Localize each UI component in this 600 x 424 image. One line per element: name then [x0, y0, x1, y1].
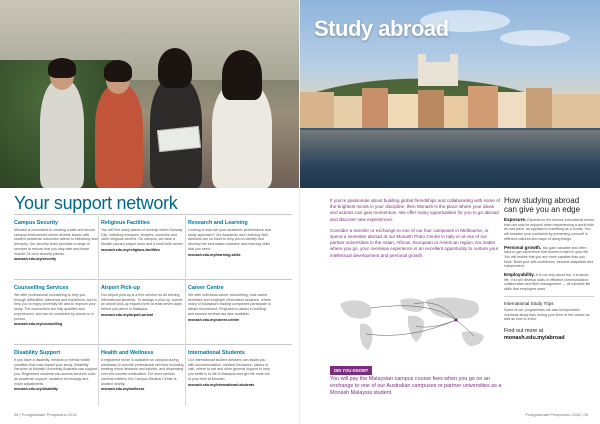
find-out-more [504, 328, 594, 341]
find-link[interactable]: monash.edu.my/abroad [504, 334, 565, 341]
cell-body: Our airport pick-up is a free service for all arriving international students. To arrange a pick-up, submit an airport pick-up request form at least seven days before you arrive in Malaysia. [101, 293, 183, 312]
sidebar-subheading: International Study Trips [504, 296, 594, 306]
cell-body: If you have a disability, medical or mental health condition that may impact your study, Disability Services at Monash University Australia can support you. Registered students can access services such as academic support, assistive technology and exam adjustments. [14, 358, 97, 386]
cell-body: Monash is committed to creating a safe and secure campus environment where diverse issues with student academic outcomes attend to effectively and promptly. Our security team provides a range of services to ensure that you stay safe and these include 24-hour security patrols. [14, 228, 98, 256]
cell-body: Looking to improve your academic performance and study approach? Our Academic and Learning Skill Advisors are on hand to help you to identify and develop the information research and learning skills that you need. [188, 228, 271, 251]
sidebar-item-head: Personal growth. [504, 244, 542, 250]
grid-cell-international [188, 350, 272, 387]
cell-body: A registered nurse is available on campus during weekdays to provide professional services including treating minor illnesses and injuries, and dispensing over-the-counter medication. For more serious medical matters, the Campus Medical Centre is located nearby. [101, 358, 184, 386]
cell-body: Our international student advisers can assist you with accommodation, medical insurance, places to visit, where to eat and other general support to help you settle in to life in Malaysia and get the most out of your time at Monash. [188, 358, 270, 381]
find-label: Find out more at [504, 327, 544, 334]
section-title: Study abroad [314, 16, 449, 41]
grid-cell-disability [14, 350, 98, 391]
sidebar-item-body: You gain valuable and often hard-to-get experience that leaves a mark in your life. You will realise that you are more capable than you think. Build your self-confidence, become adaptable and independent. [504, 245, 594, 269]
intro-paragraph: Consider a transfer or exchange to one of our four campuses in Melbourne, or spend a semester abroad at our Monash Prato Centre in Italy or at one of our partner universities in the Asian, African, European or American region. No matter where you go, your overseas experience is an excellent opportunity to nurture your intellectual development and personal growth. [330, 227, 499, 258]
cell-title: Research and Learning [188, 220, 248, 226]
cell-title: Counselling Services [14, 285, 69, 291]
cell-link[interactable]: monash.edu.my/international-students [188, 382, 255, 387]
grid-cell-airport [101, 285, 185, 317]
cell-link[interactable]: monash.edu.my/religious-facilities [101, 247, 160, 252]
grid-cell-career [188, 285, 272, 322]
cell-link[interactable]: monash.edu.my/career-centre [188, 317, 240, 322]
cell-body: We offer individual career counselling, host career seminars and employer information sessions, where many of Malaysia's leading companies participate to attract recruitment. Programs to assist in building and resume reviews are also available. [188, 293, 271, 316]
grid-cell-research [188, 220, 272, 257]
page-footer-left: 08 | Postgraduate Prospectus 2016 [14, 412, 77, 417]
intro-paragraph: If you're passionate about building global friendships and collaborating with some of the brightest minds in your discipline, then Monash is the place where your ideas and actions can gain momentum. We offer many opportunities for you to go abroad and discover new experiences. [330, 198, 500, 222]
grid-cell-counselling [14, 285, 98, 326]
sidebar-item-head: Exposure. [504, 217, 527, 222]
cell-link[interactable]: monash.edu.my/learning-skills [188, 252, 241, 257]
cell-link[interactable]: monash.edu.my/security [14, 257, 57, 262]
cell-title: Disability Support [14, 350, 61, 356]
sidebar-item-head: Employability. [504, 272, 535, 278]
page-heading: Your support network [14, 193, 178, 213]
cell-title: Religious Facilities [101, 220, 150, 226]
sidebar-item-body: It is not only about fun, it is about life. You will develop skills in effective communication, collaboration and time management — all valuable life skills that employers want. [504, 273, 591, 292]
cell-title: Career Centre [188, 285, 224, 291]
cell-title: Campus Security [14, 220, 59, 226]
sidebar-item-body: Experience the diverse educational sector that can only be enjoyed when experiencing a world with its own pace, as opposed to travelling as a tourist. You will broaden your worldview by immersing yourself in different cultures and ways of doing things. [504, 218, 594, 241]
cell-link[interactable]: monash.edu.my/counselling [14, 322, 63, 327]
cell-link[interactable]: monash.edu.my/wellness [101, 387, 145, 392]
cell-title: Health and Wellness [101, 350, 154, 356]
page-footer-right: Postgraduate Prospectus 2016 | 09 [525, 412, 588, 417]
cell-body: We offer professional counselling to help you through difficulties, dilemmas and transitions, and to help you to enjoy university life and to improve your study. The counsellors are fully qualified and experienced, and can be contacted by phone or in person. [14, 293, 97, 321]
cell-title: Airport Pick-up [101, 285, 140, 291]
students-photo [0, 0, 300, 188]
grid-cell-health [101, 350, 185, 391]
did-you-know-text: You will pay the Malaysian campus course fees when you go on an exchange to one of our Australian campuses or partner universities as a Monash Malaysia student. [330, 376, 502, 396]
cell-title: International Students [188, 350, 245, 356]
cell-body: You will find many places of worship within Sunway City, including mosques, temples, churches and other religious centres. On campus, we have a Muslim (surau) prayer room and a multi-faith centre. [101, 228, 184, 247]
right-page [300, 0, 600, 424]
sidebar-subbody: Some of our programmes are also incorporated overseas study trips during your term of the course as well as how to enrol. [504, 307, 590, 322]
sidebar-title: How studying abroad can give you an edge [504, 196, 581, 214]
sidebar-item [504, 246, 594, 270]
grid-cell-religious [101, 220, 185, 252]
cell-link[interactable]: monash.edu.my/disability [14, 387, 58, 392]
cell-link[interactable]: monash.edu.my/airport-arrival [101, 312, 153, 317]
world-map-graphic [330, 290, 502, 362]
sidebar-item [504, 273, 594, 292]
intro-text [330, 198, 502, 264]
did-you-know-badge: DID YOU KNOW? [330, 366, 372, 375]
sidebar-item [504, 218, 594, 242]
city-river-photo [300, 0, 600, 188]
sidebar [504, 196, 594, 341]
grid-cell-security [14, 220, 98, 261]
